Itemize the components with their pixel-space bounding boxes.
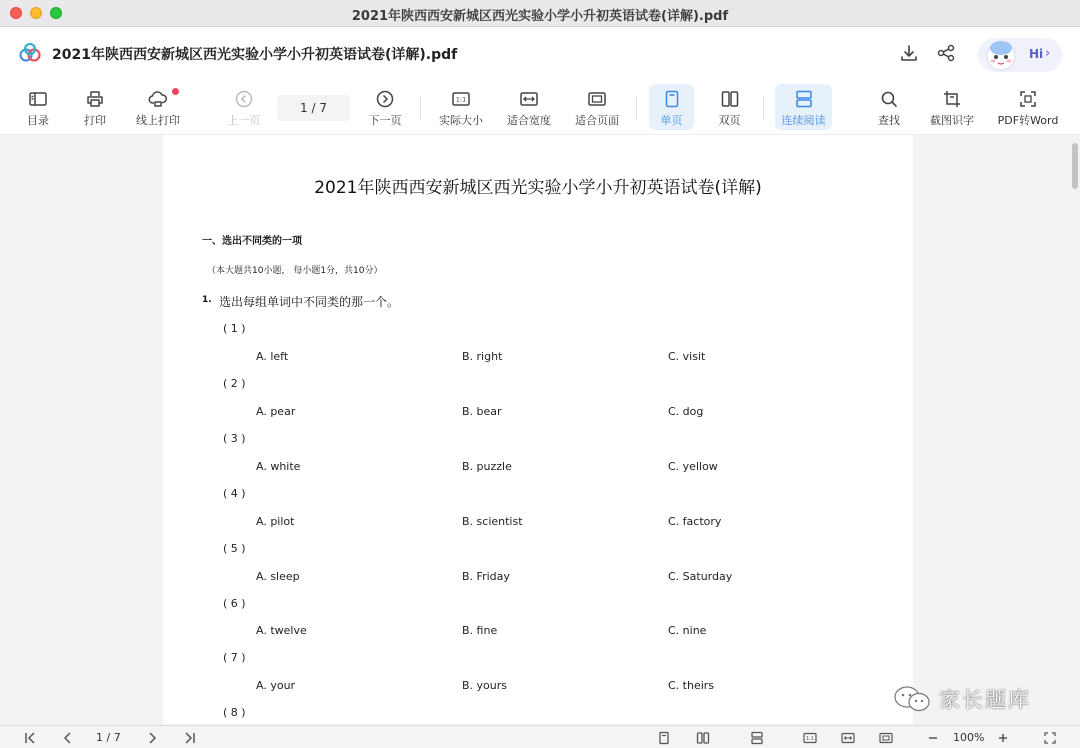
next-page-icon[interactable]	[145, 731, 159, 745]
svg-text:1:1: 1:1	[455, 95, 467, 104]
next-page-button[interactable]	[364, 84, 406, 130]
last-page-icon[interactable]	[183, 731, 197, 745]
fit-width-label: 适合宽度	[507, 114, 551, 127]
actual-size-button[interactable]	[436, 84, 486, 130]
continuous-reading-label: 连续阅读	[781, 114, 826, 127]
chevron-right-circle-icon	[375, 89, 395, 109]
section-heading: 一、选出不同类的一项	[202, 236, 302, 247]
single-page-view-icon[interactable]	[657, 731, 671, 745]
double-page-view-icon[interactable]	[696, 731, 710, 745]
single-page-button[interactable]	[649, 84, 694, 130]
document-viewer[interactable]	[0, 135, 1080, 724]
fit-width-icon[interactable]	[841, 731, 855, 745]
document-title: 2021年陕西西安新城区西光实验小学小升初英语试卷(详解).pdf	[52, 47, 458, 63]
option-b: B. Friday	[462, 570, 510, 583]
window-titlebar	[0, 0, 1080, 27]
question-number: 1.	[202, 295, 212, 305]
pdf-heading: 2021年陕西西安新城区西光实验小学小升初英语试卷(详解)	[314, 178, 762, 198]
search-icon	[879, 89, 899, 109]
printer-icon	[85, 89, 105, 109]
download-icon[interactable]	[899, 43, 919, 63]
question-text: 选出每组单词中不同类的那一个。	[219, 295, 400, 309]
option-a: A. white	[256, 460, 301, 473]
assistant-avatar-icon	[982, 36, 1020, 74]
share-icon[interactable]	[936, 43, 956, 63]
window-title: 2021年陕西西安新城区西光实验小学小升初英语试卷(详解).pdf	[351, 9, 729, 24]
option-a: A. left	[256, 350, 289, 363]
print-button[interactable]	[75, 84, 115, 130]
double-page-icon	[720, 89, 740, 109]
single-page-label: 单页	[660, 114, 683, 127]
notification-dot	[172, 88, 179, 95]
option-b: B. scientist	[462, 515, 523, 528]
toc-label: 目录	[27, 114, 49, 127]
item-label: ( 3 )	[223, 432, 246, 445]
find-button[interactable]	[868, 84, 910, 130]
item-label: ( 2 )	[223, 377, 246, 390]
option-c: C. theirs	[668, 679, 715, 692]
item-label: ( 1 )	[223, 322, 246, 335]
watermark-text: 家长题库	[939, 688, 1031, 712]
crop-icon	[942, 89, 962, 109]
assistant-button[interactable]	[978, 38, 1062, 72]
page-number-input[interactable]: 1 / 7	[277, 95, 350, 121]
app-logo-icon	[18, 43, 42, 63]
continuous-reading-button[interactable]	[775, 84, 832, 130]
actual-size-label: 实际大小	[439, 114, 483, 127]
item-label: ( 6 )	[223, 597, 246, 610]
option-b: B. puzzle	[462, 460, 512, 473]
chevron-left-circle-icon	[234, 89, 254, 109]
fullscreen-icon[interactable]	[1043, 731, 1057, 745]
continuous-view-icon[interactable]	[750, 731, 764, 745]
pdf-to-word-button[interactable]	[994, 84, 1062, 130]
convert-icon	[1018, 89, 1038, 109]
bottom-status-bar	[0, 725, 1080, 748]
single-page-icon	[662, 89, 682, 109]
option-a: A. pear	[256, 405, 296, 418]
assistant-label: Hi	[1029, 47, 1044, 61]
actual-size-icon[interactable]	[803, 731, 817, 745]
main-toolbar	[0, 80, 1080, 135]
ocr-label: 截图识字	[930, 114, 974, 127]
option-c: C. factory	[668, 515, 722, 528]
option-a: A. sleep	[256, 570, 300, 583]
chevron-right-icon: ›	[1045, 46, 1051, 61]
toolbar-divider	[763, 96, 764, 120]
chat-bubbles-icon	[893, 684, 931, 714]
fit-page-button[interactable]	[572, 84, 622, 130]
ocr-button[interactable]	[926, 84, 978, 130]
toc-button[interactable]	[18, 84, 58, 130]
prev-page-icon[interactable]	[61, 731, 75, 745]
vertical-scrollbar[interactable]	[1072, 143, 1078, 189]
status-page-indicator[interactable]: 1 / 7	[96, 731, 121, 744]
section-note: （本大题共10小题， 每小题1分，共10分）	[207, 266, 383, 276]
option-a: A. your	[256, 679, 296, 692]
zoom-out-icon[interactable]	[926, 731, 940, 745]
prev-page-button[interactable]	[223, 84, 265, 130]
toolbar-divider	[420, 96, 421, 120]
fit-page-label: 适合页面	[575, 114, 619, 127]
option-c: C. nine	[668, 624, 707, 637]
option-a: A. pilot	[256, 515, 295, 528]
continuous-scroll-icon	[794, 89, 814, 109]
next-page-label: 下一页	[368, 114, 402, 127]
pdf-page	[163, 135, 913, 724]
zoom-in-icon[interactable]	[996, 731, 1010, 745]
zoom-level[interactable]: 100%	[953, 731, 985, 744]
double-page-label: 双页	[718, 114, 741, 127]
item-label: ( 5 )	[223, 542, 246, 555]
option-c: C. dog	[668, 405, 704, 418]
first-page-icon[interactable]	[23, 731, 37, 745]
option-c: C. yellow	[668, 460, 718, 473]
toolbar-divider	[636, 96, 637, 120]
cloud-print-icon	[148, 89, 168, 109]
svg-text:1:1: 1:1	[806, 737, 814, 742]
option-a: A. twelve	[256, 624, 307, 637]
watermark	[893, 682, 1031, 716]
fit-page-icon[interactable]	[879, 731, 893, 745]
app-header	[0, 27, 1080, 80]
actual-size-icon	[451, 89, 471, 109]
item-label: ( 4 )	[223, 487, 246, 500]
option-b: B. fine	[462, 624, 498, 637]
option-b: B. yours	[462, 679, 508, 692]
option-b: B. bear	[462, 405, 502, 418]
option-c: C. Saturday	[668, 570, 733, 583]
fit-page-icon	[587, 89, 607, 109]
option-b: B. right	[462, 350, 503, 363]
pdf-to-word-label: PDF转Word	[997, 114, 1059, 127]
item-label: ( 8 )	[223, 706, 246, 719]
find-label: 查找	[878, 114, 900, 127]
prev-page-label: 上一页	[227, 114, 261, 127]
print-label: 打印	[84, 114, 106, 127]
item-label: ( 7 )	[223, 651, 246, 664]
online-print-label: 线上打印	[136, 114, 180, 127]
toc-icon	[28, 89, 48, 109]
fit-width-button[interactable]	[504, 84, 554, 130]
double-page-button[interactable]	[707, 84, 752, 130]
option-c: C. visit	[668, 350, 706, 363]
fit-width-icon	[519, 89, 539, 109]
